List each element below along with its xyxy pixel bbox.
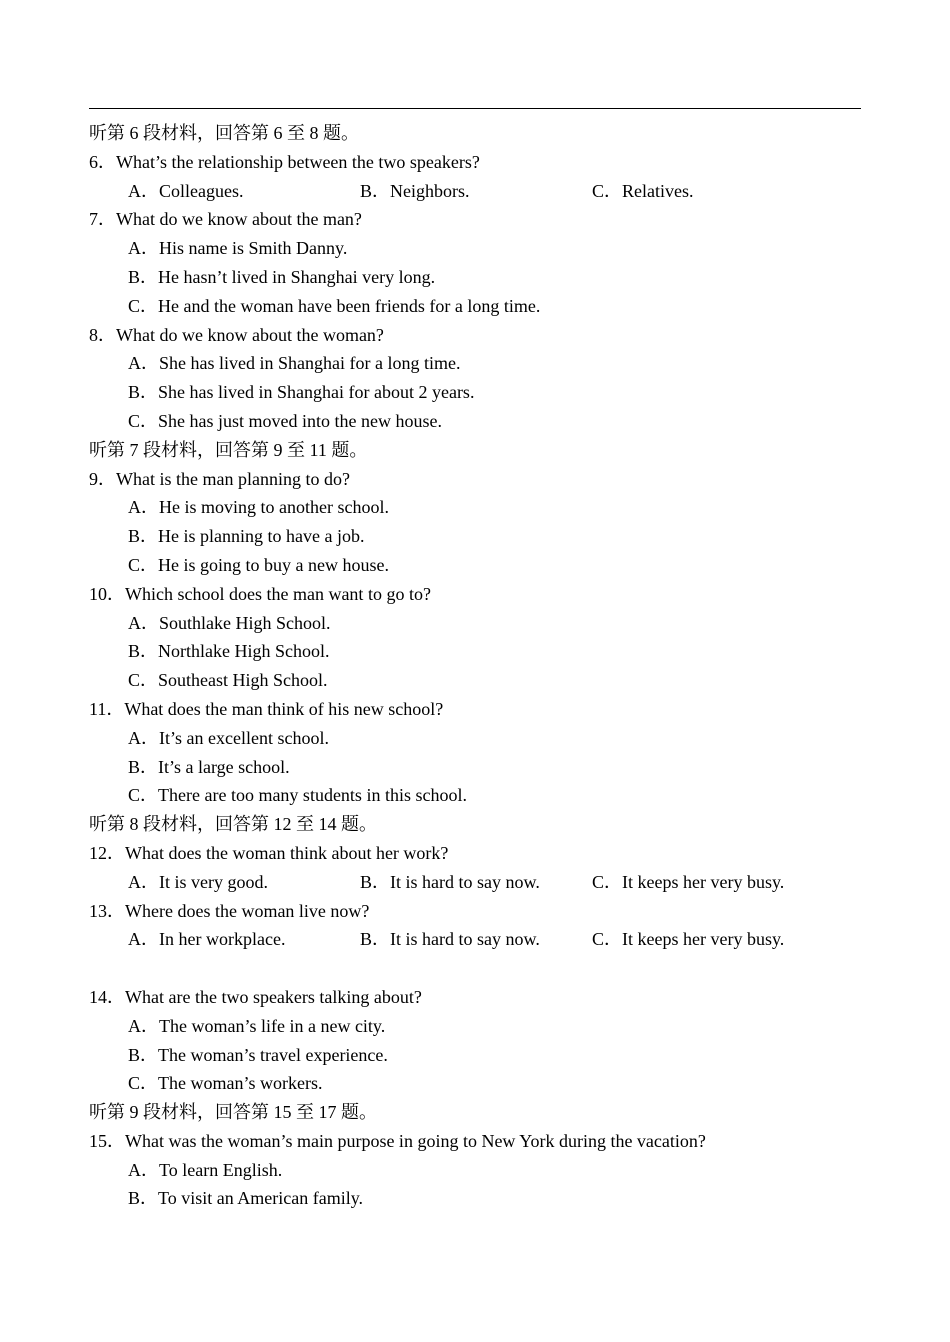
- question-7-option-b: B．He hasn’t lived in Shanghai very long.: [128, 266, 436, 287]
- question-6-stem: 6．What’s the relationship between the two speakers?: [89, 151, 480, 172]
- question-15-stem: 15．What was the woman’s main purpose in going to New York during the vacation?: [89, 1130, 706, 1151]
- question-8-option-c: C．She has just moved into the new house.: [128, 410, 442, 431]
- question-11-option-c: C．There are too many students in this school.: [128, 785, 467, 806]
- question-10-option-c: C．Southeast High School.: [128, 670, 328, 691]
- question-11-stem: 11．What does the man think of his new school?: [89, 698, 444, 719]
- blank-line: [89, 954, 861, 983]
- question-12-options: [89, 868, 861, 897]
- question-8-stem: 8．What do we know about the woman?: [89, 324, 384, 345]
- question-10-option-b: B．Northlake High School.: [128, 641, 330, 662]
- question-12-option-b: B．It is hard to say now.: [360, 871, 540, 892]
- question-7-option-a: A．His name is Smith Danny.: [128, 238, 348, 259]
- question-8-option-a: A．She has lived in Shanghai for a long time.: [128, 353, 461, 374]
- question-6-options: [89, 177, 861, 206]
- question-6-option-c: C．Relatives.: [592, 180, 694, 201]
- question-6-option-a: A．Colleagues.: [128, 180, 244, 201]
- question-9-option-b: B．He is planning to have a job.: [128, 526, 365, 547]
- question-14-stem: 14．What are the two speakers talking about?: [89, 986, 422, 1007]
- question-11-option-a: A．It’s an excellent school.: [128, 727, 329, 748]
- question-14-option-a: A．The woman’s life in a new city.: [128, 1015, 386, 1036]
- question-12-option-a: A．It is very good.: [128, 871, 268, 892]
- question-6-option-b: B．Neighbors.: [360, 180, 470, 201]
- question-9-option-c: C．He is going to buy a new house.: [128, 554, 389, 575]
- question-13-options: [89, 925, 861, 954]
- section-heading-6: 听第 6 段材料，回答第 6 至 8 题。: [89, 123, 359, 143]
- question-12-option-c: C．It keeps her very busy.: [592, 871, 785, 892]
- section-heading-9: 听第 9 段材料，回答第 15 至 17 题。: [89, 1102, 377, 1123]
- question-14-option-b: B．The woman’s travel experience.: [128, 1044, 388, 1065]
- question-13-stem: 13．Where does the woman live now?: [89, 900, 370, 921]
- section-heading-7: 听第 7 段材料，回答第 9 至 11 题。: [89, 439, 368, 460]
- question-12-stem: 12．What does the woman think about her work?: [89, 842, 449, 863]
- question-11-option-b: B．It’s a large school.: [128, 756, 290, 777]
- question-13-option-b: B．It is hard to say now.: [360, 929, 540, 950]
- question-13-option-c: C．It keeps her very busy.: [592, 929, 785, 950]
- question-9-option-a: A．He is moving to another school.: [128, 497, 389, 518]
- question-10-option-a: A．Southlake High School.: [128, 612, 331, 633]
- question-10-stem: 10．Which school does the man want to go to?: [89, 583, 431, 604]
- question-8-option-b: B．She has lived in Shanghai for about 2 years.: [128, 382, 475, 403]
- question-sheet: [89, 119, 861, 1213]
- header-rule: [89, 108, 861, 109]
- question-15-option-a: A．To learn English.: [128, 1159, 283, 1180]
- question-13-option-a: A．In her workplace.: [128, 929, 286, 950]
- section-heading-8: 听第 8 段材料，回答第 12 至 14 题。: [89, 814, 377, 835]
- question-7-option-c: C．He and the woman have been friends for a long time.: [128, 295, 541, 316]
- question-7-stem: 7．What do we know about the man?: [89, 209, 362, 230]
- question-15-option-b: B．To visit an American family.: [128, 1188, 364, 1209]
- question-14-option-c: C．The woman’s workers.: [128, 1073, 323, 1094]
- question-9-stem: 9．What is the man planning to do?: [89, 468, 350, 489]
